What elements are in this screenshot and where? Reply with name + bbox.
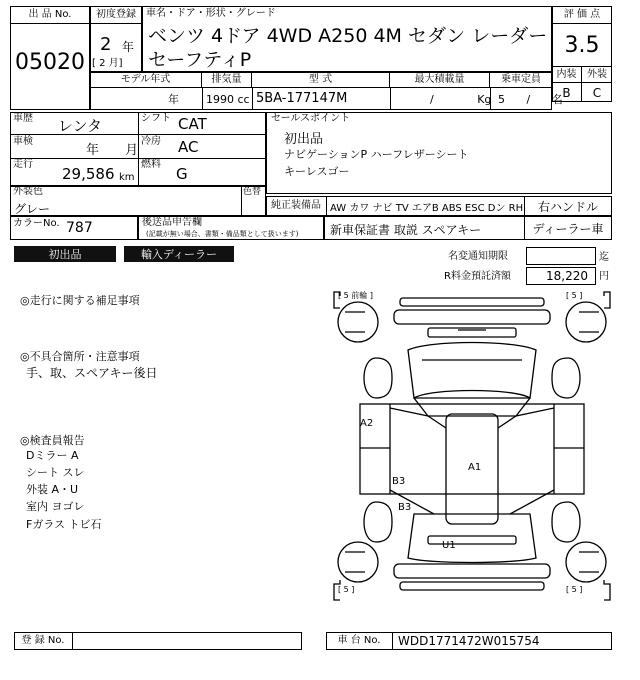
warranty-value: 新車保証書 取説 スペアキー [330, 223, 482, 237]
first-reg-month: [ 2 月] [92, 58, 123, 69]
tire-front-right: [ 5 ] [566, 291, 583, 300]
tag-first-listing: 初出品 [14, 246, 116, 262]
inspection-value: 年 月 [86, 143, 139, 158]
car-name-label: 車名・ドア・形状・グレード [146, 8, 276, 19]
tire-rear-right: [ 5 ] [566, 585, 583, 594]
name-change-box [526, 247, 596, 265]
ext-color-value: グレー [14, 202, 51, 216]
mark-b3-lower: B3 [398, 502, 412, 513]
displacement-label: 排気量 [202, 72, 252, 88]
chassis-label: 車 台 No. [337, 635, 381, 646]
inspector-line-5: Fガラス トビ石 [26, 518, 102, 531]
rating-value: 3.5 [564, 32, 600, 58]
car-diagram [330, 288, 614, 606]
history-label: 車歴 [13, 113, 33, 124]
sales-line-2: ナビゲーションP ハーフレザーシート [284, 148, 469, 161]
first-reg-label: 初度登録 [90, 6, 142, 24]
name-change-label: 名変通知期限 [448, 251, 508, 262]
shift-value: CAT [178, 115, 207, 133]
interior-grade: B [552, 82, 582, 102]
tire-front-left: [ 5 前輪 ] [338, 291, 373, 300]
color-no-label: カラーNo. [13, 218, 60, 229]
max-load-label: 最大積載量 [390, 72, 490, 88]
mark-u1: U1 [442, 540, 456, 551]
model-label: 型 式 [252, 72, 390, 88]
equip-items: AW カワ ナビ TV エアB ABS ESC Dン RH [330, 203, 524, 214]
ac-label: 冷房 [141, 136, 161, 147]
shift-label: シフト [141, 113, 171, 124]
tag-import-dealer: 輸入ディーラー [124, 246, 234, 262]
defects-title: ◎不具合箇所・注意事項 [20, 350, 140, 363]
model-year-unit: 年 [168, 93, 179, 106]
lot-number: 05020 [15, 49, 85, 75]
defects-text: 手、取、スペアキー後日 [26, 366, 158, 380]
exterior-grade: C [582, 82, 612, 102]
steering-value: 右ハンドル [537, 199, 598, 214]
equip-label: 純正装備品 [271, 200, 321, 211]
max-load-value: / Kg [430, 93, 492, 106]
rating-label: 評 価 点 [552, 6, 612, 24]
model-year-label: モデル年式 [90, 72, 202, 88]
fuel-label: 燃料 [141, 159, 161, 170]
lot-label: 出 品 No. [10, 6, 90, 24]
model-value: 5BA-177147M [256, 91, 348, 106]
exterior-label: 外装 [582, 66, 612, 82]
fuel-value: G [176, 165, 188, 183]
recycle-unit: 円 [599, 271, 609, 282]
mileage-label: 走行 [13, 159, 33, 170]
post-label: 後送品申告欄 [142, 217, 202, 228]
sales-line-3: キーレスゴー [284, 165, 350, 178]
sales-line-1: 初出品 [284, 132, 324, 147]
color-no-value: 787 [66, 220, 93, 236]
history-value: レンタ [58, 117, 103, 135]
first-reg-year-unit: 年 [122, 40, 135, 54]
chassis-value: WDD1771472W015754 [398, 634, 540, 648]
capacity-value: 5 / 名 [498, 93, 563, 106]
inspector-line-1: Dミラー A [26, 449, 79, 462]
mark-a2: A2 [360, 418, 374, 429]
tire-rear-left: [ 5 ] [338, 585, 355, 594]
recycle-value: 18,220 [546, 269, 588, 283]
mileage-value: 29,586 [62, 165, 115, 183]
mileage-unit: km [119, 172, 135, 183]
inspector-line-2: シート スレ [26, 466, 85, 479]
inspector-title: ◎検査員報告 [20, 434, 85, 447]
inspection-label: 車検 [13, 136, 33, 147]
ext-color-label: 外装色 [13, 186, 43, 197]
capacity-label: 乗車定員 [490, 72, 552, 88]
mark-b3-upper: B3 [392, 476, 406, 487]
color-change-label: 色替 [243, 187, 262, 197]
post-note: (記載が無い場合、書類・備品類として扱います) [146, 230, 299, 238]
dealer-value: ディーラー車 [532, 221, 604, 236]
ac-value: AC [178, 138, 199, 156]
displacement-value: 1990 cc [206, 93, 250, 106]
recycle-label: R料金預託済額 [444, 271, 511, 282]
sales-title: セールスポイント [271, 113, 351, 124]
supplement-title: ◎走行に関する補足事項 [20, 294, 140, 307]
mark-a1: A1 [468, 462, 482, 473]
reg-label: 登 録 No. [21, 635, 65, 646]
name-change-unit: 迄 [599, 252, 609, 263]
inspector-line-4: 室内 ヨゴレ [26, 500, 85, 513]
car-name: ベンツ 4ドア 4WD A250 4M セダン レーダーセーフティP [148, 25, 548, 71]
interior-label: 内装 [552, 66, 582, 82]
first-reg-year: 2 [100, 34, 112, 55]
inspector-line-3: 外装 A・U [26, 483, 79, 496]
